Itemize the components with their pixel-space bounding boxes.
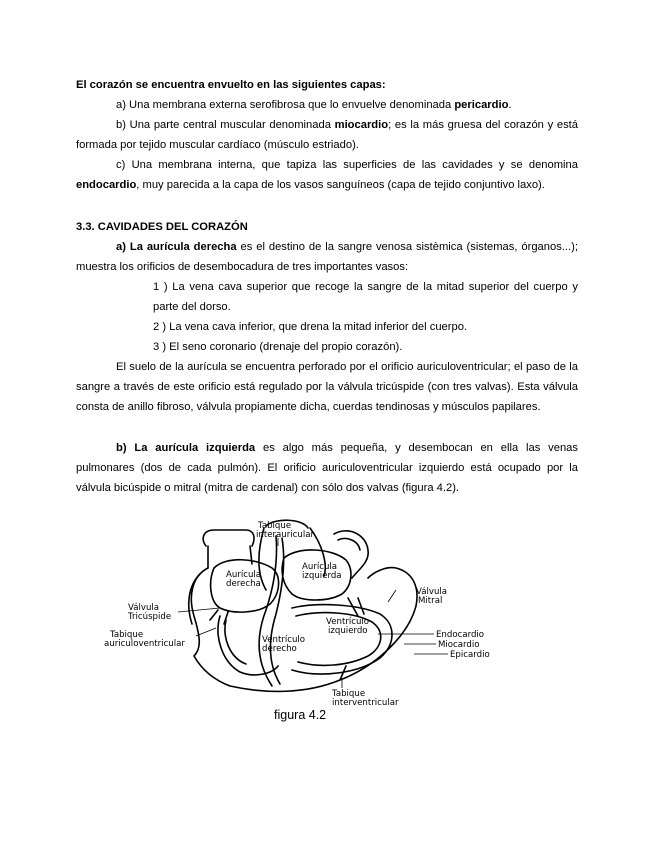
vessel-item-3: 3 ) El seno coronario (drenaje del propio corazón). [153,341,403,353]
label-ventriculo-izquierdo-1: Ventrículo [326,617,370,627]
layer-a-text: a) Una membrana externa serofibrosa que lo envuelve denominada [116,99,455,111]
layer-a-end: . [508,99,512,111]
left-atrium-paragraph [76,438,578,498]
label-auricula-derecha-2: derecha [226,579,261,589]
layers-heading: El corazón se encuentra envuelto en las siguientes capas: [76,79,386,91]
vessel-item-1: 1 ) La vena cava superior que recoge la sangre de la mitad superior del cuerpo y parte del dorso. [153,281,578,313]
right-atrium-text: es el destino de la sangre venosa sistèmica (sistemas, órganos...); muestra los orificios de desembocadura de tres importantes vasos: [76,241,578,273]
figure-caption: figura 4.2 [274,708,327,722]
label-valvula-mitral-2: Mitral [418,596,443,606]
label-ventriculo-derecho-2: derecho [262,644,297,654]
right-atrium-term: a) La aurícula derecha [116,241,237,253]
label-auricula-izquierda-2: izquierda [302,571,342,581]
label-epicardio: Epicardio [450,650,490,660]
label-tabique-auriculoventricular-2: auriculoventricular [104,639,185,649]
left-atrium-text: es algo más pequeña, y desembocan en ella las venas pulmonares (dos de cada pulmón). El orificio auriculoventricular izquierdo está ocupado por la válvula bicúspide o mitral (mitra de cardenal) con sólo dos valvas (figura 4.2). [76,442,579,494]
layer-c-paragraph [76,155,578,195]
right-atrium-paragraph [76,237,578,277]
label-tabique-interventricular-1: Tabique [332,689,366,699]
layer-c-end: , muy parecida a la capa de los vasos sanguíneos (capa de tejido conjuntivo laxo). [136,179,545,191]
heart-diagram-svg [96,516,516,726]
layer-b-text: b) Una parte central muscular denominada [116,119,335,131]
label-tabique-interauricular-1: Tabique [258,521,292,531]
heart-diagram [96,516,516,726]
vessel-item-2: 2 ) La vena cava inferior, que drena la mitad inferior del cuerpo. [153,321,468,333]
layer-b-end: ; es la más gruesa del corazón y está formada por tejido muscular cardíaco (músculo estriado). [76,119,579,151]
heart-outline [189,520,417,691]
label-auricula-derecha-1: Aurícula [226,570,262,580]
diagram-labels [104,521,490,708]
endocardio-term: endocardio [76,179,137,191]
section-title: 3.3. CAVIDADES DEL CORAZÓN [76,221,248,233]
label-valvula-tricuspide-2: Tricúspide [128,612,172,622]
label-auricula-izquierda-1: Aurícula [302,562,338,572]
label-valvula-mitral-1: Válvula [416,587,448,597]
label-tabique-interventricular-2: interventricular [332,698,399,708]
pericardio-term: pericardio [454,99,509,111]
layer-c-text: c) Una membrana interna, que tapiza las superficies de las cavidades y se denomina [116,159,578,171]
layer-b-paragraph [76,115,578,155]
label-ventriculo-derecho-1: Ventrículo [262,635,306,645]
left-atrium-term: b) La aurícula izquierda [116,442,256,454]
label-endocardio: Endocardio [436,630,485,640]
label-valvula-tricuspide-1: Válvula [128,603,160,613]
miocardio-term: miocardio [334,119,389,131]
atrium-floor-paragraph: El suelo de la aurícula se encuentra perforado por el orificio auriculoventricular; el paso de la sangre a través de este orificio está regulado por la válvula tricúspide (con tres valvas). Esta válvula consta de anillo fibroso, válvula propiamente dicha, cuerdas tendinosas y músculos papilares. [76,361,578,413]
label-tabique-auriculoventricular-1: Tabique [110,630,144,640]
label-ventriculo-izquierdo-2: izquierdo [328,626,368,636]
label-miocardio: Miocardio [438,640,480,650]
label-tabique-interauricular-2: interauricular [256,530,315,540]
layer-a-paragraph [76,95,578,115]
